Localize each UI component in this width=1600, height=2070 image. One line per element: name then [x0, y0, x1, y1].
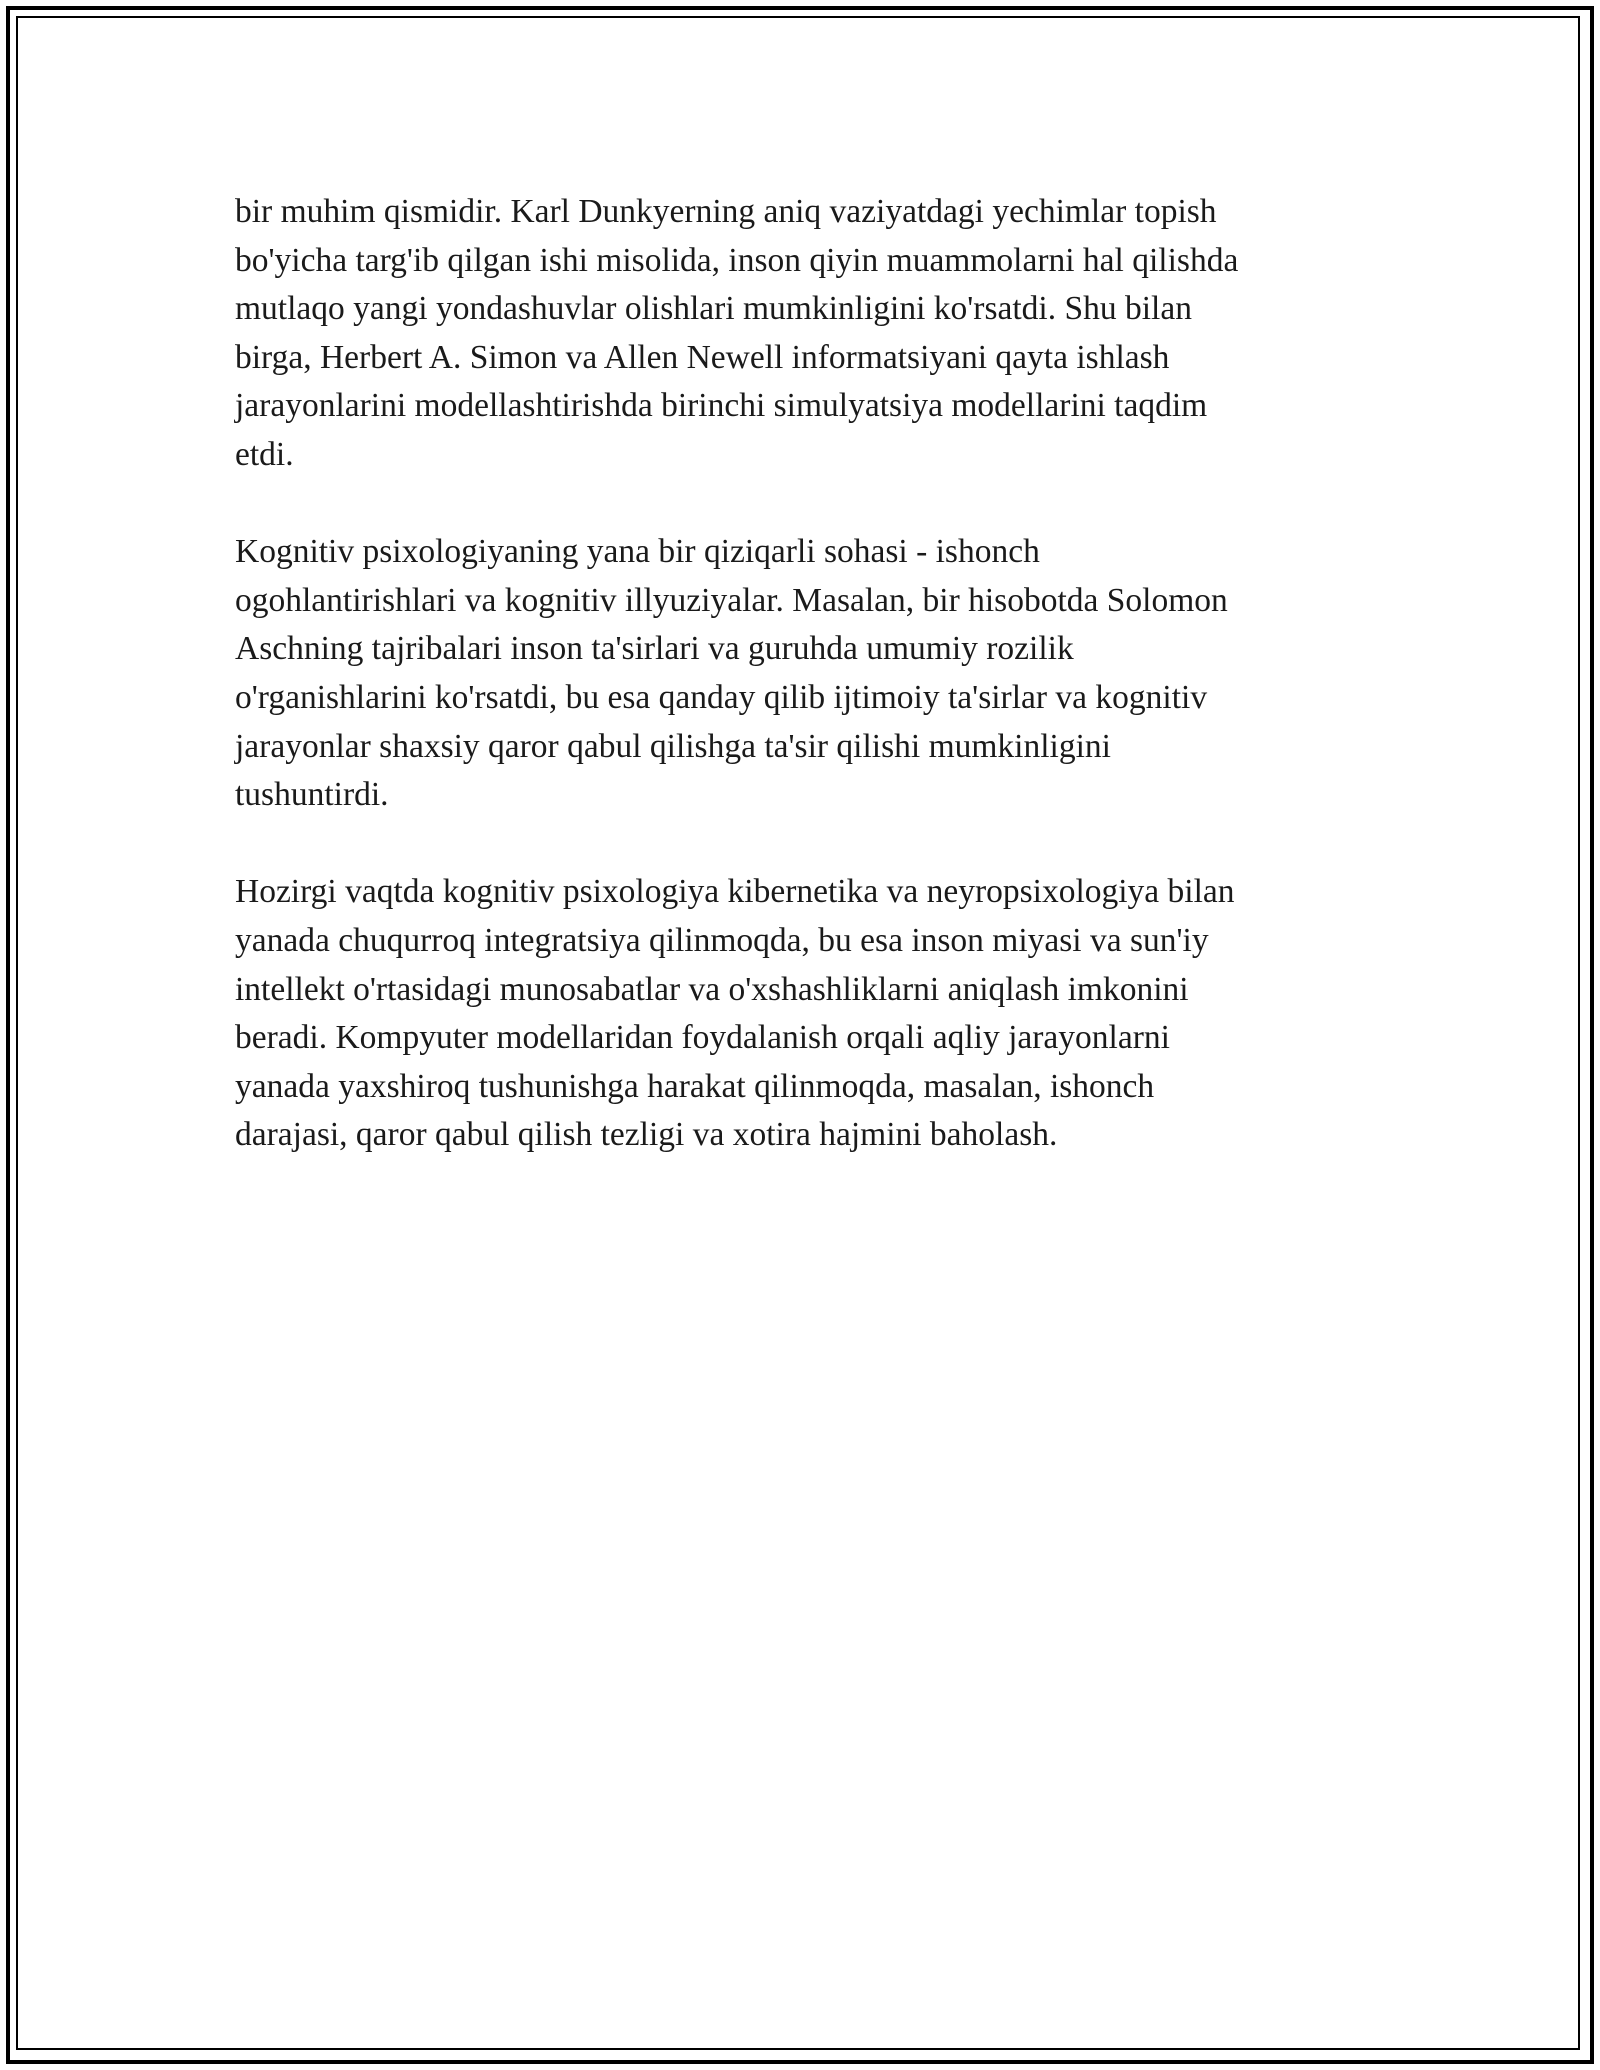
document-body — [235, 188, 1365, 1208]
paragraph-3: Hozirgi vaqtda kognitiv psixologiya kibernetika va neyropsixologiya bilan yanada chuqurroq integratsiya qilinmoqda, bu esa inson miyasi va sun'iy intellekt o'rtasidagi munosabatlar va o'xshashliklarni aniqlash imkonini beradi. Kompyuter modellaridan foydalanish orqali aqliy jarayonlarni yanada yaxshiroq tushunishga harakat qilinmoqda, masalan, ishonch darajasi, qaror qabul qilish tezligi va xotira hajmini baholash. — [235, 873, 1235, 1154]
paragraph-1: bir muhim qismidir. Karl Dunkyerning aniq vaziyatdagi yechimlar topish bo'yicha targ'ib qilgan ishi misolida, inson qiyin muammolarni hal qilishda mutlaqo yangi yondashuvlar olishlari mumkinligini ko'rsatdi. Shu bilan birga, Herbert A. Simon va Allen Newell informatsiyani qayta ishlash jarayonlarini modellashtirishda birinchi simulyatsiya modellarini taqdim etdi. — [235, 193, 1239, 473]
paragraph-2: Kognitiv psixologiyaning yana bir qiziqarli sohasi - ishonch ogohlantirishlari va kognitiv illyuziyalar. Masalan, bir hisobotda Solomon Aschning tajribalari inson ta'sirlari va guruhda umumiy rozilik o'rganishlarini ko'rsatdi, bu esa qanday qilib ijtimoiy ta'sirlar va kognitiv jarayonlar shaxsiy qaror qabul qilishga ta'sir qilishi mumkinligini tushuntirdi. — [235, 533, 1228, 814]
